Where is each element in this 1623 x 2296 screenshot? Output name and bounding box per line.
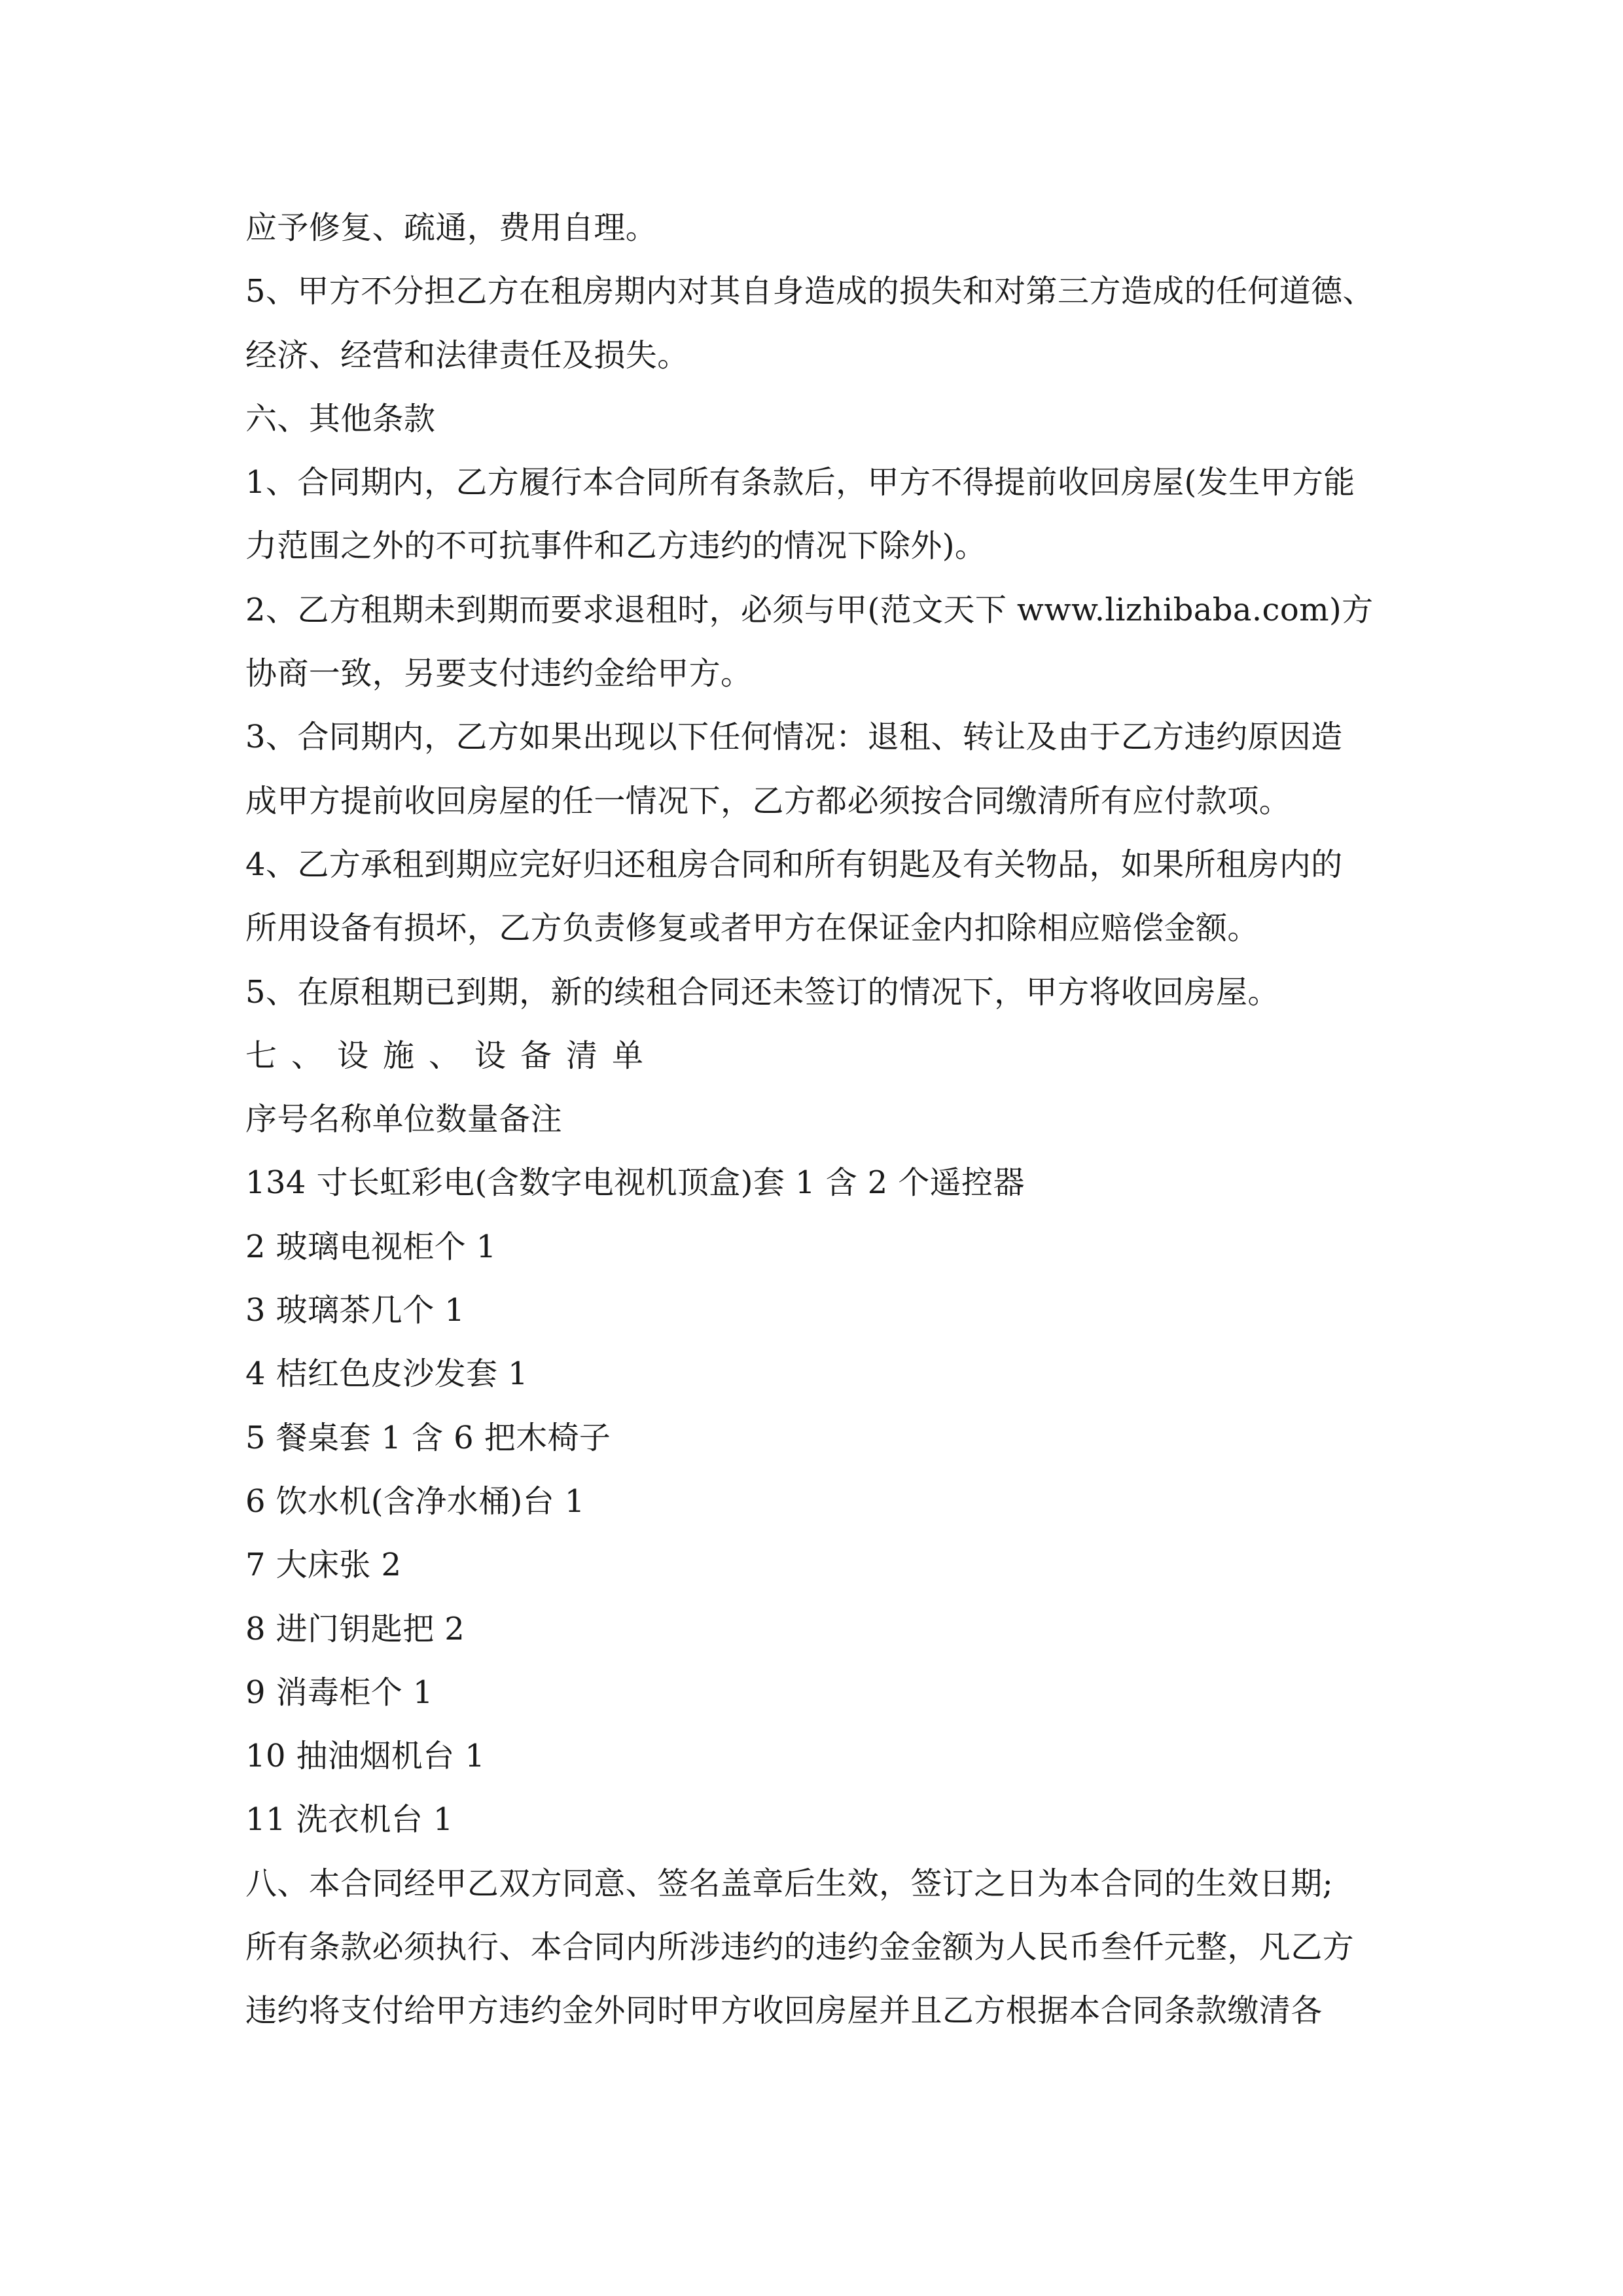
inventory-item: 5 餐桌套 1 含 6 把木椅子 — [245, 1419, 611, 1456]
clause-1-line-1: 1、合同期内，乙方履行本合同所有条款后，甲方不得提前收回房屋(发生甲方能 — [245, 464, 1355, 501]
clause-3-line-2: 成甲方提前收回房屋的任一情况下，乙方都必须按合同缴清所有应付款项。 — [245, 782, 1291, 819]
section-eight-line-2: 所有条款必须执行、本合同内所涉违约的违约金金额为人民币叁仟元整，凡乙方 — [245, 1929, 1355, 1966]
clause-2-line-1: 2、乙方租期未到期而要求退租时，必须与甲(范文天下 www.lizhibaba.com)方 — [245, 591, 1374, 628]
clause-3-line-1: 3、合同期内，乙方如果出现以下任何情况：退租、转让及由于乙方违约原因造 — [245, 719, 1343, 756]
inventory-item: 8 进门钥匙把 2 — [245, 1610, 465, 1647]
inventory-item: 9 消毒柜个 1 — [245, 1674, 433, 1711]
section-eight-line-1: 八、本合同经甲乙双方同意、签名盖章后生效，签订之日为本合同的生效日期; — [245, 1865, 1334, 1902]
clause-4-line-2: 所用设备有损坏，乙方负责修复或者甲方在保证金内扣除相应赔偿金额。 — [245, 910, 1259, 947]
section-eight-line-3: 违约将支付给甲方违约金外同时甲方收回房屋并且乙方根据本合同条款缴清各 — [245, 1992, 1323, 2030]
inventory-item: 7 大床张 2 — [245, 1547, 402, 1584]
inventory-item: 134 寸长虹彩电(含数字电视机顶盒)套 1 含 2 个遥控器 — [245, 1164, 1025, 1202]
clause-2-line-2: 协商一致，另要支付违约金给甲方。 — [245, 655, 753, 692]
clause-5-line-2: 经济、经营和法律责任及损失。 — [245, 336, 689, 374]
clause-1-line-2: 力范围之外的不可抗事件和乙方违约的情况下除外)。 — [245, 528, 987, 565]
inventory-header: 序号名称单位数量备注 — [245, 1101, 563, 1138]
inventory-item: 4 桔红色皮沙发套 1 — [245, 1355, 528, 1393]
clause-5-line-1: 5、甲方不分担乙方在租房期内对其自身造成的损失和对第三方造成的任何道德、 — [245, 273, 1374, 310]
paragraph-line: 应予修复、疏通，费用自理。 — [245, 209, 658, 246]
inventory-item: 3 玻璃茶几个 1 — [245, 1292, 465, 1329]
section-heading-other-terms: 六、其他条款 — [245, 400, 436, 437]
section-heading-facilities: 七、设施、设备清单 — [245, 1037, 658, 1074]
inventory-item: 2 玻璃电视柜个 1 — [245, 1228, 497, 1265]
document-body — [245, 196, 1384, 2043]
inventory-item: 11 洗衣机台 1 — [245, 1801, 454, 1839]
inventory-item: 10 抽油烟机台 1 — [245, 1738, 486, 1775]
clause-5b-line: 5、在原租期已到期，新的续租合同还未签订的情况下，甲方将收回房屋。 — [245, 973, 1279, 1011]
inventory-item: 6 饮水机(含净水桶)台 1 — [245, 1482, 585, 1520]
clause-4-line-1: 4、乙方承租到期应完好归还租房合同和所有钥匙及有关物品，如果所租房内的 — [245, 846, 1343, 883]
